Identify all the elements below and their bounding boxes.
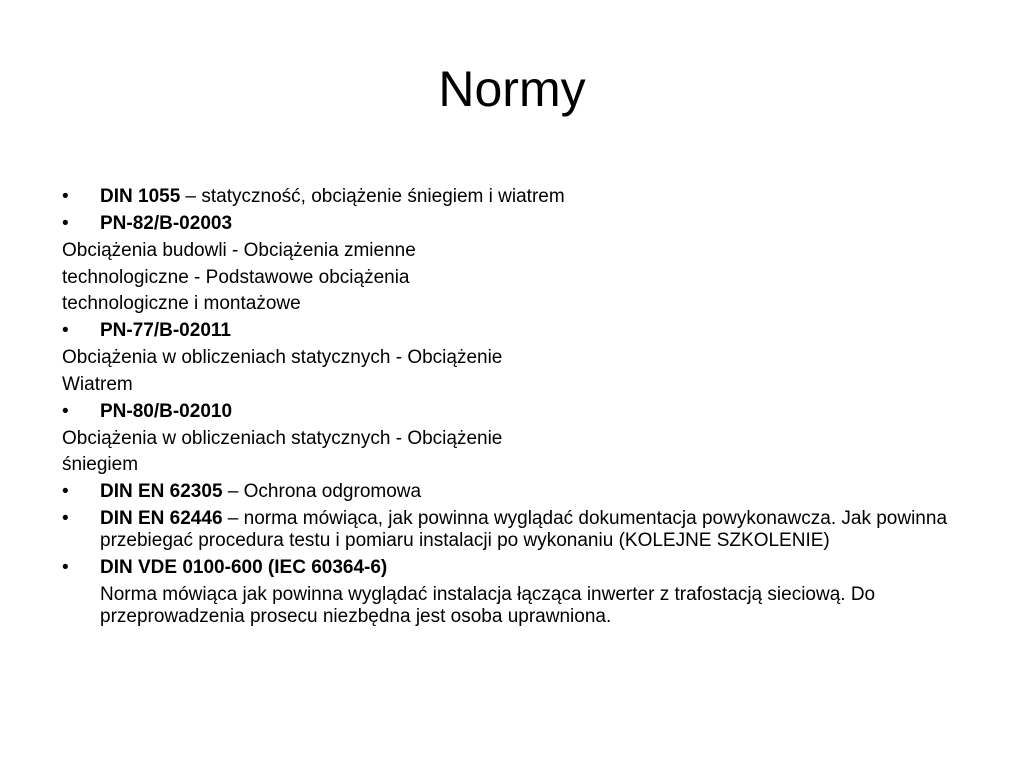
bullet-text [100,401,962,423]
bullet-text [100,213,962,235]
bullet-text [100,557,962,579]
bullet-text [100,320,962,342]
description-line: śniegiem [62,454,139,476]
bullet-text [100,481,962,503]
bullet-din-1055 [62,186,962,208]
description-line: Obciążenia budowli - Obciążenia zmienne [62,239,416,261]
slide-content [62,181,962,627]
standard-code: DIN VDE 0100-600 (IEC 60364-6) [100,556,388,578]
bullet-pn-80-b-02010 [62,401,962,423]
description-line: Obciążenia w obliczeniach statycznych - Obciążenie [62,347,503,369]
bullet-din-vde-0100-600 [62,557,962,579]
bullet-pn-77-b-02011 [62,320,962,342]
description-line: technologiczne - Podstawowe obciążenia [62,266,410,288]
bullet-pn-82-b-02003 [62,213,962,235]
bullet-text [100,186,962,208]
standard-description: – norma mówiąca, jak powinna wyglądać dokumentacja powykonawcza. Jak powinna przebiegać procedura testu i pomiaru instalacji po wykonaniu (KOLEJNE SZKOLENIE) [100,508,948,551]
description-line: Wiatrem [62,373,133,395]
bullet-icon: • [62,320,69,342]
bullet-icon: • [62,508,69,530]
bullet-din-en-62305 [62,481,962,503]
standard-code: DIN EN 62305 [100,481,223,503]
bullet-text [100,508,962,552]
standard-description: – Ochrona odgromowa [222,481,422,503]
bullet-icon: • [62,186,69,207]
bullet-icon: • [62,556,69,578]
standard-code: PN-82/B-02003 [100,212,233,234]
slide-title: Normy [438,61,586,117]
bullet-icon: • [62,212,69,234]
bullet-din-en-62446 [62,508,962,552]
standard-code: PN-80/B-02010 [100,400,233,422]
bullet-icon: • [62,400,69,422]
description-line: technologiczne i montażowe [62,293,301,315]
standard-code: PN-77/B-02011 [100,320,231,342]
standard-code: DIN 1055 [100,186,181,207]
indented-description: Norma mówiąca jak powinna wyglądać instalacja łącząca inwerter z trafostacją sieciową. Do przeprowadzenia prosecu niezbędna jest osoba uprawniona. [100,583,876,627]
bullet-icon: • [62,481,69,503]
standard-code: DIN EN 62446 [100,508,223,530]
standard-description: – statyczność, obciążenie śniegiem i wiatrem [180,186,565,207]
description-line: Obciążenia w obliczeniach statycznych - Obciążenie [62,427,503,449]
